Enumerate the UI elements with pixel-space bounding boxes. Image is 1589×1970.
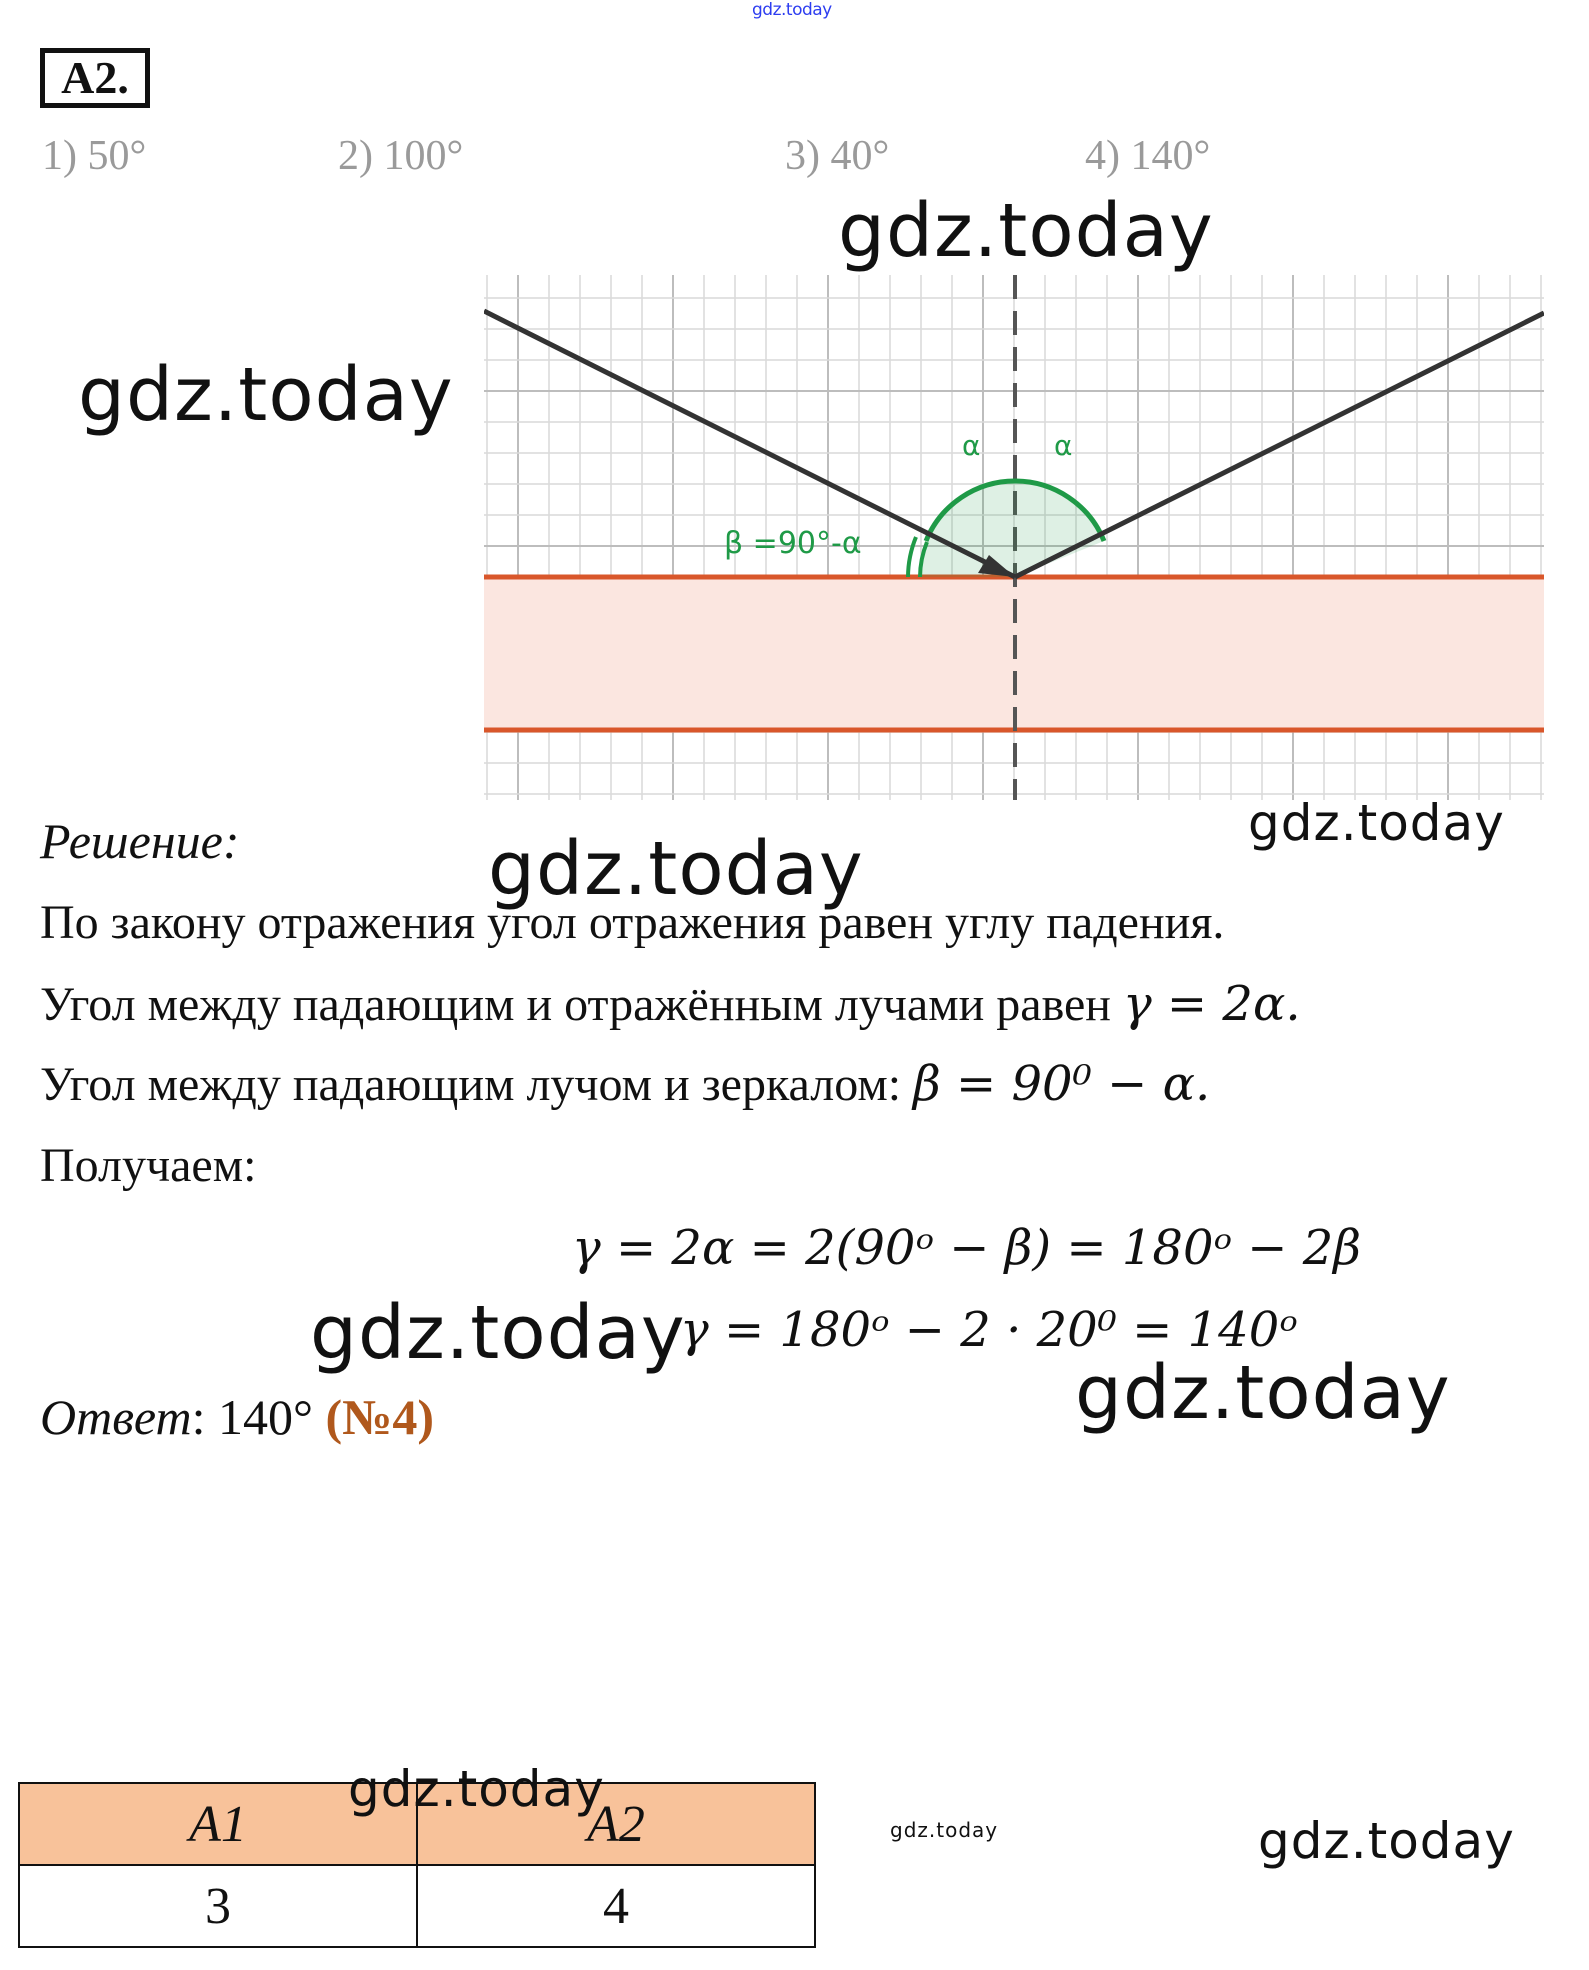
answer-value: : 140° xyxy=(191,1389,326,1445)
option-4: 4) 140° xyxy=(1085,133,1211,179)
option-3: 3) 40° xyxy=(785,133,890,179)
watermark-top: gdz.today xyxy=(752,0,832,20)
answers-table-row xyxy=(19,1865,815,1947)
header-a2: A2 xyxy=(417,1783,815,1865)
task-number: A2. xyxy=(40,48,150,108)
value-a2: 4 xyxy=(417,1865,815,1947)
solution-line-3-math: β = 90⁰ − α. xyxy=(913,1056,1211,1112)
watermark: gdz.today xyxy=(1258,1812,1515,1870)
beta-label: β =90°-α xyxy=(724,526,862,561)
watermark: gdz.today xyxy=(890,1818,999,1842)
watermark: gdz.today xyxy=(78,352,454,438)
header-a1: A1 xyxy=(19,1783,417,1865)
watermark: gdz.today xyxy=(488,826,864,912)
watermark: gdz.today xyxy=(1075,1350,1451,1436)
alpha-left-label: α xyxy=(962,429,981,462)
solution-line-1: По закону отражения угол отражения равен углу падения. xyxy=(40,896,1225,949)
equation-1: γ = 2α = 2(90ᵒ − β) = 180ᵒ − 2β xyxy=(572,1220,1362,1276)
answer xyxy=(40,1388,434,1446)
reflection-diagram xyxy=(484,275,1544,800)
solution-line-2-text: Угол между падающим и отражённым лучами равен xyxy=(40,978,1123,1031)
watermark: gdz.today xyxy=(348,1760,605,1818)
alpha-right-label: α xyxy=(1054,429,1073,462)
value-a1: 3 xyxy=(19,1865,417,1947)
solution-line-4: Получаем: xyxy=(40,1139,257,1192)
reflected-ray xyxy=(1015,313,1544,577)
solution-line-3 xyxy=(40,1056,1210,1112)
watermark: gdz.today xyxy=(310,1290,686,1376)
solution-line-2-math: γ = 2α. xyxy=(1122,976,1301,1032)
option-2: 2) 100° xyxy=(338,133,464,179)
answer-label: Ответ xyxy=(40,1389,192,1445)
answer-choice: (№4) xyxy=(325,1389,434,1445)
solution-line-2 xyxy=(40,976,1301,1032)
equation-2: γ = 180ᵒ − 2 · 20⁰ = 140ᵒ xyxy=(680,1302,1298,1358)
option-1: 1) 50° xyxy=(42,133,147,179)
solution-heading: Решение: xyxy=(40,813,240,869)
watermark: gdz.today xyxy=(838,188,1214,274)
watermark: gdz.today xyxy=(1248,794,1505,852)
solution-line-3-text: Угол между падающим лучом и зеркалом: xyxy=(40,1058,914,1111)
beta-arc-outer xyxy=(908,537,916,577)
